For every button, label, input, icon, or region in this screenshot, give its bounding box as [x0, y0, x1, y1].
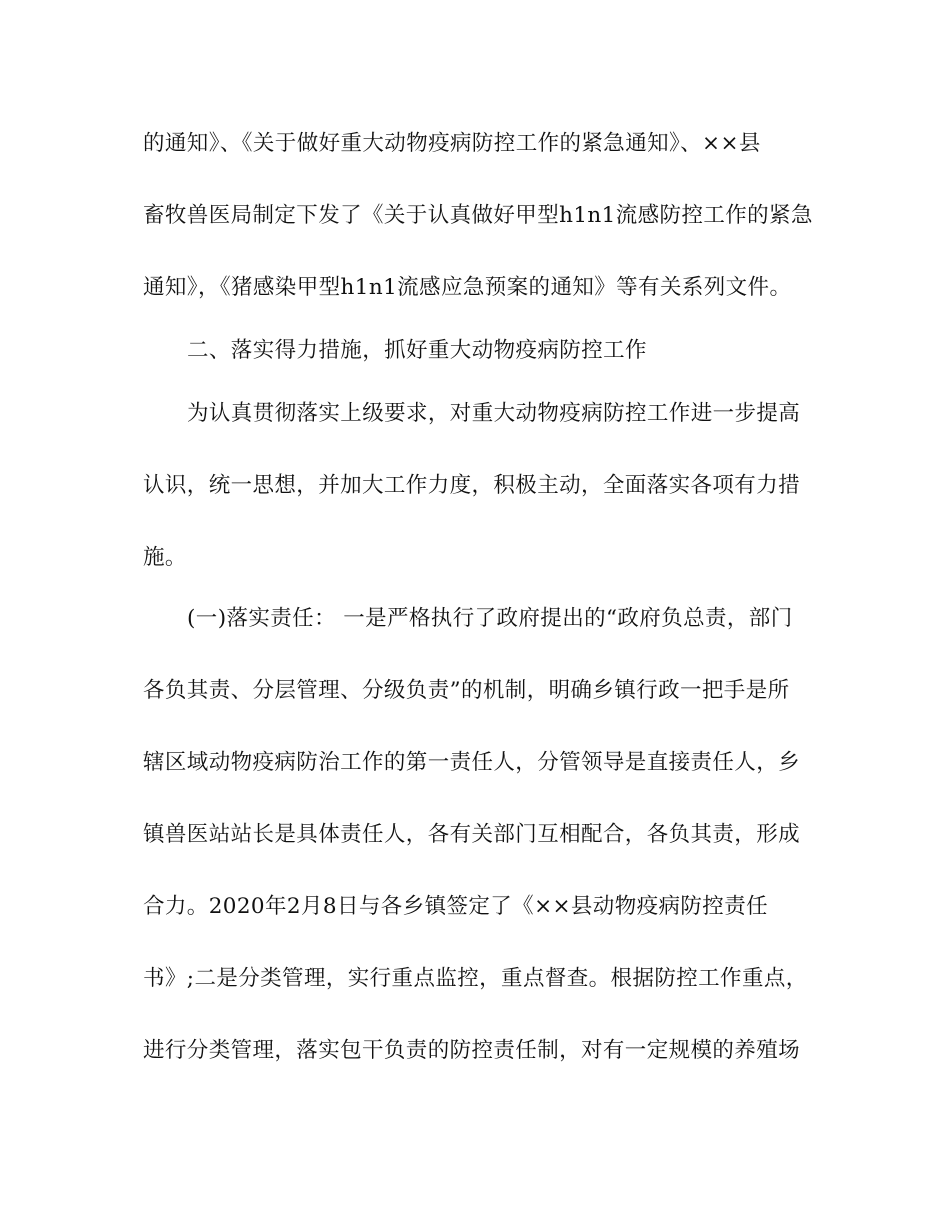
- text-line-13: 书》;二是分类管理，实行重点监控，重点督查。根据防控工作重点，: [143, 966, 808, 991]
- text-line-12: 合力。2020年2月8日与各乡镇签定了《××县动物疫病防控责任: [143, 894, 769, 919]
- text-line-10: 辖区域动物疫病防治工作的第一责任人，分管领导是直接责任人，乡: [143, 750, 801, 775]
- text-line-1: 的通知》、《关于做好重大动物疫病防控工作的紧急通知》、××县: [143, 131, 761, 156]
- text-line-7: 施。: [143, 545, 187, 570]
- text-line-14: 进行分类管理，落实包干负责的防控责任制，对有一定规模的养殖场: [143, 1038, 801, 1063]
- text-line-3: 通知》，《猪感染甲型h1n1流感应急预案的通知》等有关系列文件。: [143, 275, 792, 300]
- text-line-2: 畜牧兽医局制定下发了《关于认真做好甲型h1n1流感防控工作的紧急: [143, 203, 813, 228]
- text-line-9: 各负其责、分层管理、分级负责”的机制，明确乡镇行政一把手是所: [143, 678, 790, 703]
- section-heading: 二、落实得力措施，抓好重大动物疫病防控工作: [187, 338, 647, 363]
- text-line-6: 认识，统一思想，并加大工作力度，积极主动，全面落实各项有力措: [143, 473, 801, 498]
- text-line-11: 镇兽医站站长是具体责任人，各有关部门互相配合，各负其责，形成: [143, 822, 801, 847]
- subsection-line: (一)落实责任： 一是严格执行了政府提出的“政府负总责，部门: [187, 606, 793, 631]
- text-line-5: 为认真贯彻落实上级要求，对重大动物疫病防控工作进一步提高: [187, 401, 801, 426]
